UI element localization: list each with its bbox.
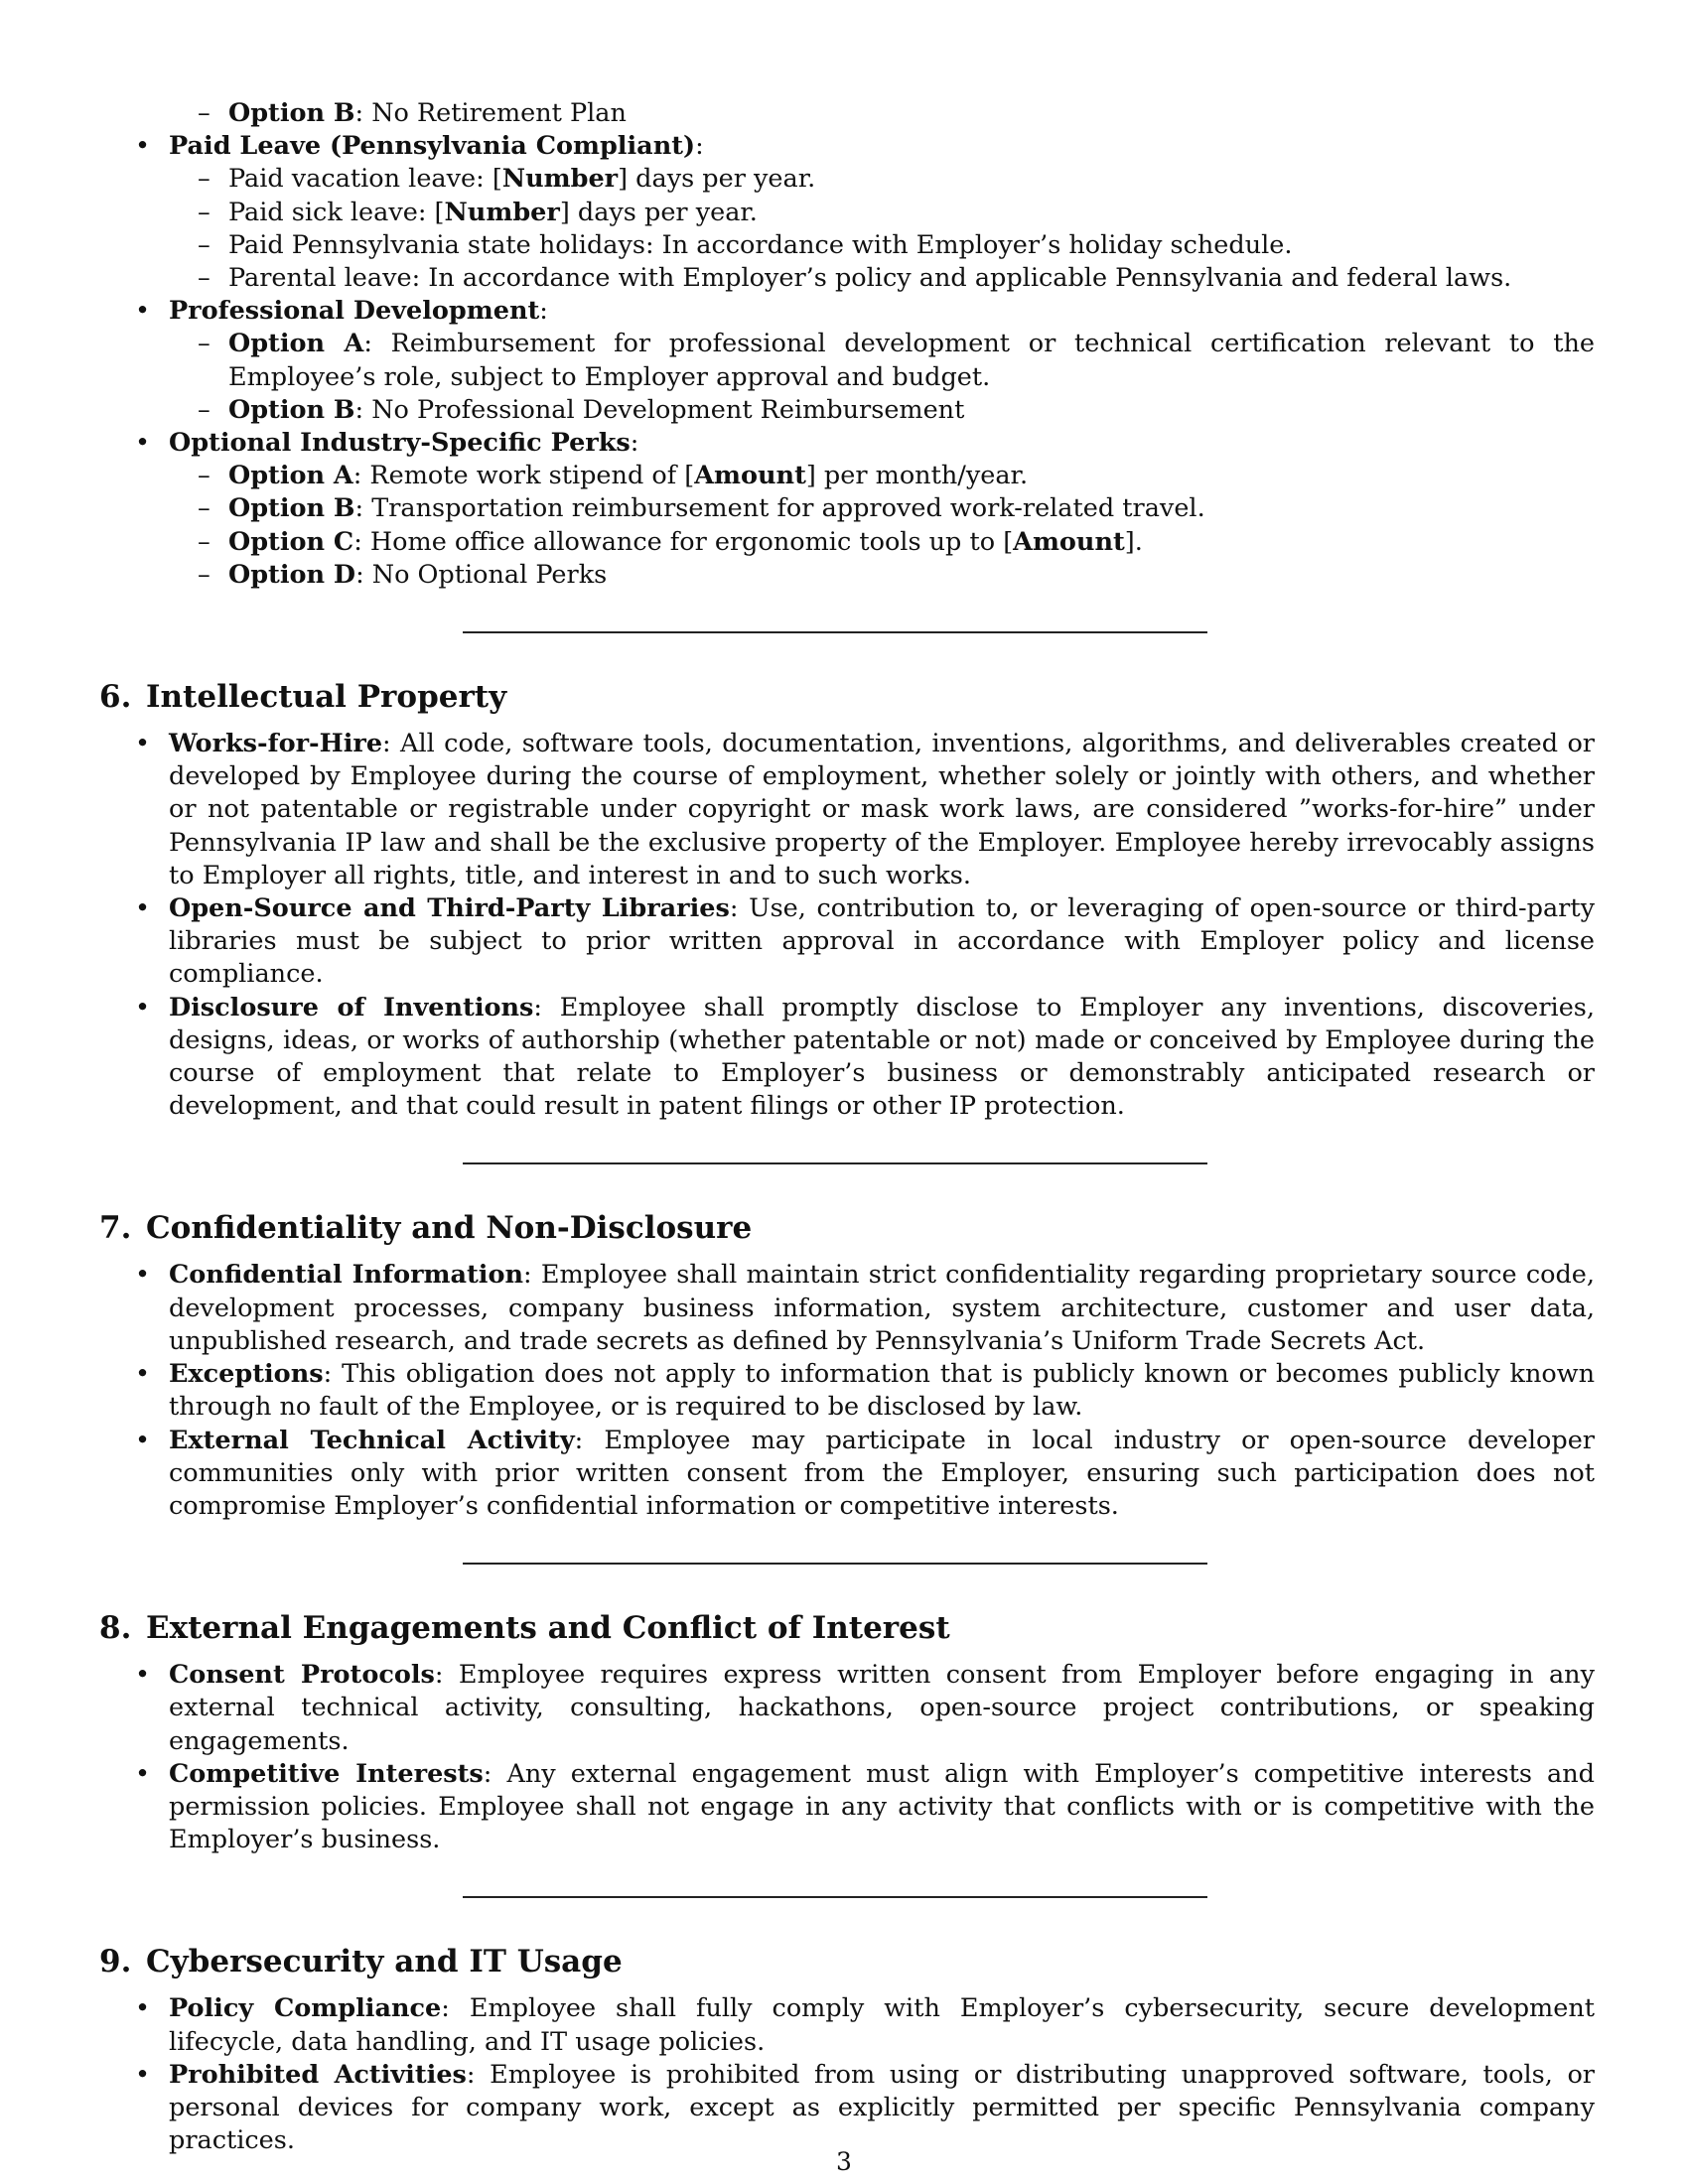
professional-development-sublist: [169, 328, 1595, 427]
bullet-label: Prohibited Activities: [169, 2059, 467, 2090]
option-label: Option B: [228, 98, 355, 128]
section-number: 7.: [99, 1210, 132, 1247]
option-text: : No Optional Perks: [355, 559, 608, 590]
section-divider: [463, 1162, 1207, 1164]
bullet-text: : All code, software tools, documentation, inventions, algorithms, and deliverables created or developed by Employee during the course of employment, whether solely or jointly with others, and whether or not patentable or registrable under copyright or mask work laws, are considered ”works-for-hire” under Pennsylvania IP law and shall be the exclusive property of the Employer. Employee hereby irrevocably assigns to Employer all rights, title, and interest in and to such works.: [169, 729, 1595, 890]
sub-item: [169, 262, 1595, 295]
perks-item: • Optional Industry-Specific Perks: – Option A: Remote work stipend of [Amount] per month/year. – Option B: Transportation reimbursement for approved work-related travel. – Option C: Home office allowance for ergonomic tools up to [Amount]. – Option D: No Optional Perks: [99, 427, 1595, 592]
sub-text: Paid vacation leave: [: [228, 164, 502, 195]
bullet-text: : Employee shall promptly disclose to Employer any inventions, discoveries, designs, ideas, or works of authorship (whether patentable or not) made or conceived by Employee during the course of employment that relate to Employer’s business or demonstrably anticipated research or development, and that could result in patent filings or other IP protection.: [169, 992, 1595, 1122]
sub-text: Paid sick leave: [: [228, 197, 445, 227]
option-label: Option C: [228, 526, 354, 557]
section-number: 6.: [99, 679, 132, 716]
option-label: Option B: [228, 394, 355, 425]
section-title: Cybersecurity and IT Usage: [146, 1944, 623, 1980]
section-divider: [463, 631, 1207, 633]
option-label: Option A: [228, 329, 364, 359]
bullet-label: Disclosure of Inventions: [169, 992, 534, 1023]
sub-item: [169, 229, 1595, 262]
bullet-label: Exceptions: [169, 1359, 324, 1390]
bullet-text: : Use, contribution to, or leveraging of open-source or third-party libraries must be subject to prior written approval in accordance with Employer policy and license compliance.: [169, 893, 1596, 990]
professional-development-item: • Professional Development: – Option A: Reimbursement for professional development or technical certification relevant to the Employee’s role, subject to Employer approval and budget. – Option B: No Professional Development Reimbursement: [99, 295, 1595, 427]
sub-item: [169, 460, 1595, 492]
option-text: : Transportation reimbursement for approved work-related travel.: [354, 493, 1205, 524]
option-text: : No Professional Development Reimbursement: [354, 394, 965, 425]
section-title: Intellectual Property: [146, 679, 507, 716]
list-item: [99, 892, 1595, 992]
section-divider: [463, 1563, 1207, 1565]
list-item: [99, 1659, 1595, 1758]
list-item: [99, 728, 1595, 892]
section-heading: [99, 677, 1595, 717]
section-list: [99, 1259, 1595, 1523]
option-text: ].: [1124, 526, 1143, 557]
bullet-text: : Employee shall maintain strict confidentiality regarding proprietary source code, development processes, company business information, system architecture, customer and user data, unpublished research, and trade secrets as defined by Pennsylvania’s Uniform Trade Secrets Act.: [169, 1260, 1595, 1356]
bullet-label: External Technical Activity: [169, 1425, 575, 1455]
section-list: [99, 728, 1595, 1123]
bullet-label: Professional Development: [169, 296, 540, 327]
bullet-label: Policy Compliance: [169, 1993, 442, 2024]
document-body: [99, 97, 1595, 2157]
sub-text: ] days per year.: [618, 164, 816, 195]
sub-text: Parental leave: In accordance with Employer’s policy and applicable Pennsylvania and federal laws.: [228, 263, 1512, 294]
bullet-label: Confidential Information: [169, 1260, 524, 1291]
bullet-label: Works-for-Hire: [169, 729, 383, 759]
option-text: : No Retirement Plan: [354, 98, 627, 128]
section-list: [99, 1992, 1595, 2157]
section-heading: [99, 1942, 1595, 1981]
section-list: [99, 1659, 1595, 1856]
sub-item: [169, 163, 1595, 196]
bullet-text: : This obligation does not apply to information that is publicly known or becomes publicly known through no fault of the Employee, or is required to be disclosed by law.: [169, 1359, 1595, 1423]
sub-item: [169, 492, 1595, 525]
section-title: Confidentiality and Non-Disclosure: [146, 1210, 753, 1247]
sub-item: [169, 526, 1595, 559]
bullet-text: : Employee may participate in local industry or open-source developer communities only with prior written consent from the Employer, ensuring such participation does not compromise Employer’s confidential information or competitive interests.: [169, 1425, 1595, 1521]
option-text: ] per month/year.: [805, 461, 1029, 491]
list-item: [99, 2059, 1595, 2158]
list-item: [99, 1259, 1595, 1358]
bullet-text: : Any external engagement must align with Employer’s competitive interests and permission policies. Employee shall not engage in any activity that conflicts with or is competitive with the Employer’s business.: [169, 1758, 1595, 1855]
page-number: 3: [836, 2147, 852, 2176]
section-divider: [463, 1896, 1207, 1898]
section-title: External Engagements and Conflict of Interest: [146, 1610, 950, 1647]
bullet-label: Open-Source and Third-Party Libraries: [169, 893, 730, 924]
section-number: 8.: [99, 1610, 132, 1647]
list-item: [99, 1425, 1595, 1524]
bullet-text: : Employee requires express written consent from Employer before engaging in any external technical activity, consulting, hackathons, open-source project contributions, or speaking engagements.: [169, 1660, 1596, 1756]
option-text: : Reimbursement for professional development or technical certification relevant to the Employee’s role, subject to Employer approval and budget.: [228, 329, 1595, 392]
bullet-label: Competitive Interests: [169, 1758, 484, 1789]
section-heading: [99, 1208, 1595, 1248]
list-item: [99, 1358, 1595, 1424]
perks-sublist: [169, 460, 1595, 592]
list-item: [99, 992, 1595, 1124]
placeholder-field: Amount: [694, 461, 806, 491]
section-number: 9.: [99, 1944, 132, 1980]
option-text: : Remote work stipend of [: [352, 461, 695, 491]
bullet-label: Optional Industry-Specific Perks: [169, 428, 631, 459]
paid-leave-sublist: [169, 163, 1595, 295]
benefits-list: [99, 130, 1595, 592]
sub-item: [169, 394, 1595, 427]
bullet-text: : Employee is prohibited from using or distributing unapproved software, tools, or personal devices for company work, except as explicitly permitted per specific Pennsylvania company practices.: [169, 2059, 1595, 2156]
bullet-label: Paid Leave (Pennsylvania Compliant): [169, 131, 696, 162]
retirement-option-b: [99, 97, 1595, 130]
option-label: Option D: [228, 559, 356, 590]
option-label: Option A: [228, 461, 353, 491]
placeholder-field: Amount: [1013, 526, 1125, 557]
list-item: [99, 1992, 1595, 2058]
placeholder-field: Number: [501, 164, 619, 195]
sub-item: [169, 197, 1595, 229]
bullet-label: Consent Protocols: [169, 1660, 435, 1691]
list-item: [99, 1758, 1595, 1857]
sub-item: [169, 328, 1595, 393]
paid-leave-item: • Paid Leave (Pennsylvania Compliant): – Paid vacation leave: [Number] days per year. – Paid sick leave: [Number] days per year. – Paid Pennsylvania state holidays: In accordance with Employer’s holiday schedule. – Parental leave: In accordance with Employer’s policy and applicable Pennsylvania and federal laws.: [99, 130, 1595, 295]
bullet-text: : Employee shall fully comply with Employer’s cybersecurity, secure development lifecycle, data handling, and IT usage policies.: [169, 1993, 1595, 2057]
section-heading: [99, 1608, 1595, 1648]
sub-item: [169, 559, 1595, 592]
placeholder-field: Number: [444, 197, 560, 227]
option-label: Option B: [228, 493, 355, 524]
option-text: : Home office allowance for ergonomic tools up to [: [353, 526, 1014, 557]
sub-text: ] days per year.: [559, 197, 758, 227]
sub-text: Paid Pennsylvania state holidays: In accordance with Employer’s holiday schedule.: [228, 229, 1293, 260]
